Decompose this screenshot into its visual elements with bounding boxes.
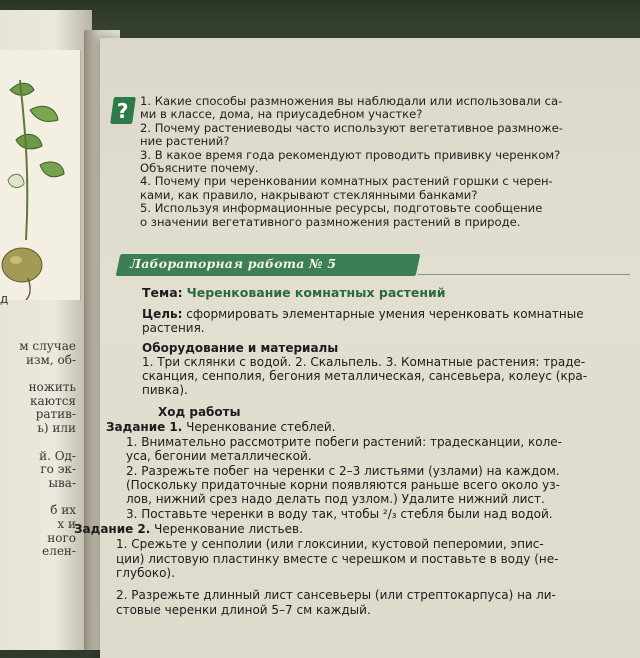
task2-line-4: 2. Разрежьте длинный лист сансевьеры (или стрептокарпуса) на ли- bbox=[116, 588, 556, 602]
equipment-line-1: 1. Три склянки с водой. 2. Скальпель. 3. Комнатные растения: траде- bbox=[142, 355, 586, 369]
left-page-line: ь) или bbox=[37, 421, 76, 435]
goal-text-1: сформировать элементарные умения черенковать комнатные bbox=[186, 307, 584, 321]
question-line: ние растений? bbox=[140, 134, 230, 149]
task2-line-5: стовые черенки длиной 5–7 см каждый. bbox=[116, 603, 371, 617]
task1-line-5: лов, нижний срез надо делать под узлом.) Удалите нижний лист. bbox=[126, 492, 545, 506]
question-line: ми в классе, дома, на приусадебном участке? bbox=[140, 107, 423, 122]
left-page-line: й. Од- bbox=[39, 449, 76, 463]
left-page-line: изм, об- bbox=[25, 353, 76, 367]
task1-line-6: 3. Поставьте черенки в воду так, чтобы ²/₃ стебля были над водой. bbox=[126, 507, 553, 521]
left-page-label: д bbox=[0, 292, 9, 306]
topic-line bbox=[142, 286, 446, 300]
question-icon: ? bbox=[110, 97, 136, 124]
left-page-line: м случае bbox=[19, 340, 76, 353]
review-questions bbox=[140, 95, 580, 229]
task1-line-4: (Поскольку придаточные корни появляются раньше всего около уз- bbox=[126, 478, 560, 492]
left-page-line bbox=[0, 436, 76, 450]
task1-title: Черенкование стеблей. bbox=[186, 420, 336, 434]
task2-heading bbox=[74, 522, 303, 536]
goal-text-2: растения. bbox=[142, 321, 205, 335]
lab-title-rule bbox=[418, 274, 630, 275]
topic-label: Тема: bbox=[142, 285, 183, 300]
left-page-line: елен- bbox=[42, 545, 76, 559]
goal-line bbox=[142, 307, 584, 321]
left-page-line: х и bbox=[57, 517, 76, 531]
question-line: о значении вегетативного размножения растений в природе. bbox=[140, 214, 521, 229]
left-page-text bbox=[0, 340, 80, 559]
task2-line-3: глубоко). bbox=[116, 566, 175, 580]
task1-label: Задание 1. bbox=[106, 420, 183, 434]
question-line: 1. Какие способы размножения вы наблюдали или использовали са- bbox=[140, 94, 563, 108]
topic-text: Черенкование комнатных растений bbox=[186, 285, 446, 300]
plant-illustration bbox=[0, 50, 81, 300]
task2-title: Черенкование листьев. bbox=[154, 522, 303, 536]
lab-title: Лабораторная работа № 5 bbox=[130, 256, 337, 271]
task2-line-1: 1. Срежьте у сенполии (или глоксинии, кустовой пеперомии, эпис- bbox=[116, 537, 544, 551]
left-page-line: каются bbox=[29, 394, 76, 408]
question-line: 2. Почему растениеводы часто используют вегетативное размноже- bbox=[140, 120, 563, 135]
left-page-line bbox=[0, 367, 76, 381]
right-page bbox=[74, 38, 640, 658]
left-page-line: б их bbox=[50, 504, 76, 518]
procedure-heading: Ход работы bbox=[158, 405, 241, 419]
question-line: Объясните почему. bbox=[140, 161, 259, 176]
question-line: ками, как правило, накрывают стеклянными банками? bbox=[140, 187, 478, 202]
left-page bbox=[0, 10, 92, 650]
left-page-line: ратив- bbox=[35, 408, 76, 422]
task1-line-1: 1. Внимательно рассмотрите побеги растений: традесканции, коле- bbox=[126, 435, 563, 449]
goal-label: Цель: bbox=[142, 307, 183, 321]
left-page-line: ыва- bbox=[48, 476, 76, 490]
equipment-line-3: пивка). bbox=[142, 383, 188, 397]
left-page-line bbox=[0, 490, 76, 504]
left-page-line: ножить bbox=[28, 381, 76, 395]
task1-heading bbox=[106, 420, 336, 434]
plant-drawing bbox=[0, 50, 80, 300]
question-line: 5. Используя информационные ресурсы, подготовьте сообщение bbox=[140, 201, 543, 216]
equipment-line-2: сканция, сенполия, бегония металлическая, сансевьера, колеус (кра- bbox=[142, 369, 588, 383]
left-page-line: го эк- bbox=[40, 463, 76, 477]
task1-line-2: уса, бегонии металлической. bbox=[126, 449, 312, 463]
task2-line-2: ции) листовую пластинку вместе с черешком и поставьте в воду (не- bbox=[116, 552, 559, 566]
equipment-heading: Оборудование и материалы bbox=[142, 341, 339, 355]
question-line: 3. В какое время года рекомендуют проводить прививку черенком? bbox=[140, 147, 561, 162]
task2-label: Задание 2. bbox=[74, 522, 151, 536]
left-page-line: ного bbox=[47, 531, 76, 545]
task1-line-3: 2. Разрежьте побег на черенки с 2–3 листьями (узлами) на каждом. bbox=[126, 464, 560, 478]
question-line: 4. Почему при черенковании комнатных растений горшки с черен- bbox=[140, 174, 553, 189]
